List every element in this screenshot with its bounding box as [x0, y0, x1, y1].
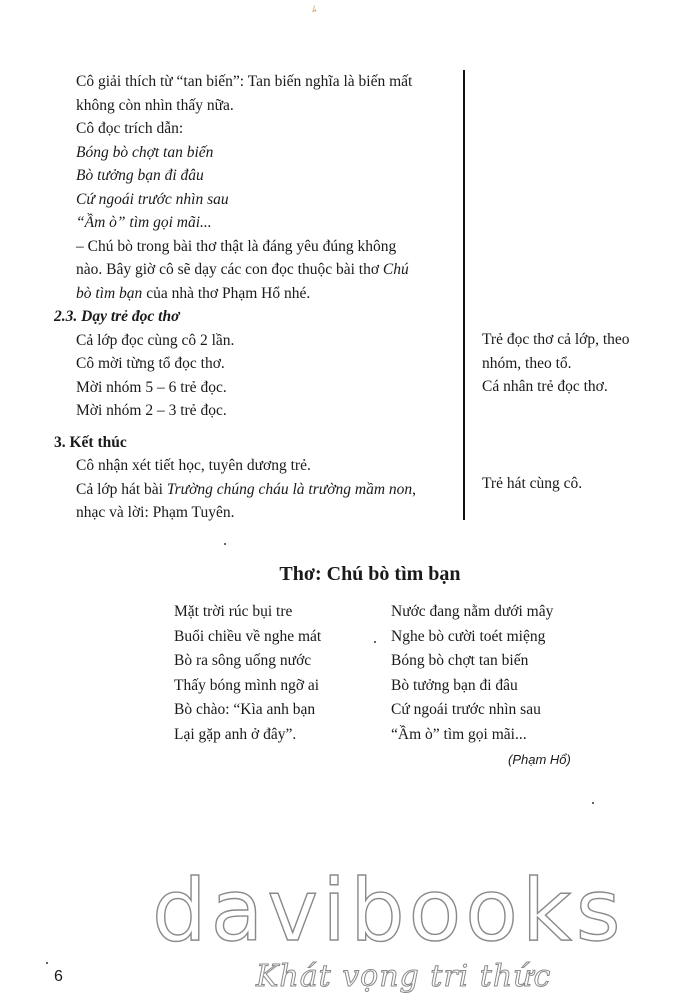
end-line-2-text: Cả lớp hát bài	[76, 480, 167, 498]
teach-line: Mời nhóm 5 – 6 trẻ đọc.	[76, 378, 227, 396]
poem-line: Buổi chiều về nghe mát	[174, 627, 322, 645]
child-activity-line: Cá nhân trẻ đọc thơ.	[482, 378, 608, 395]
quote-intro: Cô đọc trích dẫn:	[76, 120, 184, 137]
song-title: Trường chúng cháu là trường mầm non	[166, 480, 413, 498]
quote-line: Bóng bò chợt tan biến	[76, 143, 214, 161]
watermark-slogan: Khát vọng tri thức	[256, 959, 552, 994]
end-line-1: Cô nhận xét tiết học, tuyên dương trẻ.	[76, 457, 311, 474]
poem-line: Bò chào: “Kìa anh bạn	[174, 701, 316, 719]
poem-line: Bò ra sông uống nước	[174, 652, 312, 670]
lesson-activities-column	[54, 70, 454, 525]
speck	[224, 543, 226, 545]
speck	[592, 802, 594, 804]
poem-title-ref-2: bò tìm bạn	[76, 284, 143, 302]
teach-line: Mời nhóm 2 – 3 trẻ đọc.	[76, 402, 227, 419]
explain-line-1: Cô giải thích từ “tan biến”: Tan biến nghĩa là biến mất	[76, 73, 413, 90]
poem-line: Nước đang nằm dưới mây	[391, 603, 554, 620]
poem-stanza-left	[174, 600, 321, 748]
speck	[374, 641, 376, 643]
poem-line: Bò tưởng bạn đi đâu	[391, 676, 518, 694]
teach-line: Cả lớp đọc cùng cô 2 lần.	[76, 331, 235, 349]
poem-stanza-right	[391, 600, 553, 748]
quote-line: Bò tưởng bạn đi đâu	[76, 167, 204, 184]
poem-line: Nghe bò cười toét miệng	[391, 627, 546, 645]
davibooks-watermark-logo: davibooks	[152, 861, 625, 961]
poem-title-ref-1: Chú	[382, 261, 409, 278]
poem-line: Lại gặp anh ở đây”.	[174, 725, 297, 743]
top-mark: ﾑ	[312, 4, 317, 14]
poem-title: Thơ: Chú bò tìm bạn	[279, 563, 461, 585]
poem-line: Thấy bóng mình ngỡ ai	[174, 676, 320, 694]
child-activities-block-1	[482, 328, 682, 399]
section-heading-2-3: 2.3. Dạy trẻ đọc thơ	[54, 308, 180, 325]
talk-line-3-text: của nhà thơ Phạm Hổ nhé.	[142, 284, 311, 302]
talk-line-1: – Chú bò trong bài thơ thật là đáng yêu đúng không	[76, 237, 397, 255]
end-line-2	[54, 478, 454, 502]
child-activity-line: Trẻ hát cùng cô.	[482, 475, 583, 492]
child-activity-line: Trẻ đọc thơ cả lớp, theo	[482, 331, 630, 348]
page-number: 6	[54, 968, 63, 985]
quote-line: “Ầm ò” tìm gọi mãi...	[76, 214, 212, 231]
talk-line-3	[54, 282, 454, 306]
end-line-3: nhạc và lời: Phạm Tuyên.	[76, 504, 235, 521]
quote-line: Cứ ngoái trước nhìn sau	[76, 190, 229, 208]
end-line-2-comma: ,	[412, 480, 417, 498]
poem-line: “Ầm ò” tìm gọi mãi...	[391, 725, 527, 743]
poem-line: Cứ ngoái trước nhìn sau	[391, 701, 541, 719]
poem-author: (Phạm Hổ)	[508, 752, 571, 767]
poem-line: Bóng bò chợt tan biến	[391, 652, 529, 670]
section-heading-3: 3. Kết thúc	[54, 433, 127, 451]
child-activities-block-2	[482, 472, 682, 496]
teach-line: Cô mời từng tổ đọc thơ.	[76, 355, 225, 372]
column-divider	[463, 70, 465, 520]
talk-line-2-text: nào. Bây giờ cô sẽ dạy các con đọc thuộc bài thơ	[76, 261, 380, 278]
child-activity-line: nhóm, theo tổ.	[482, 354, 572, 372]
speck	[46, 962, 48, 964]
poem-line: Mặt trời rúc bụi tre	[174, 603, 293, 620]
explain-line-2: không còn nhìn thấy nữa.	[76, 96, 234, 114]
talk-line-2	[54, 258, 454, 282]
